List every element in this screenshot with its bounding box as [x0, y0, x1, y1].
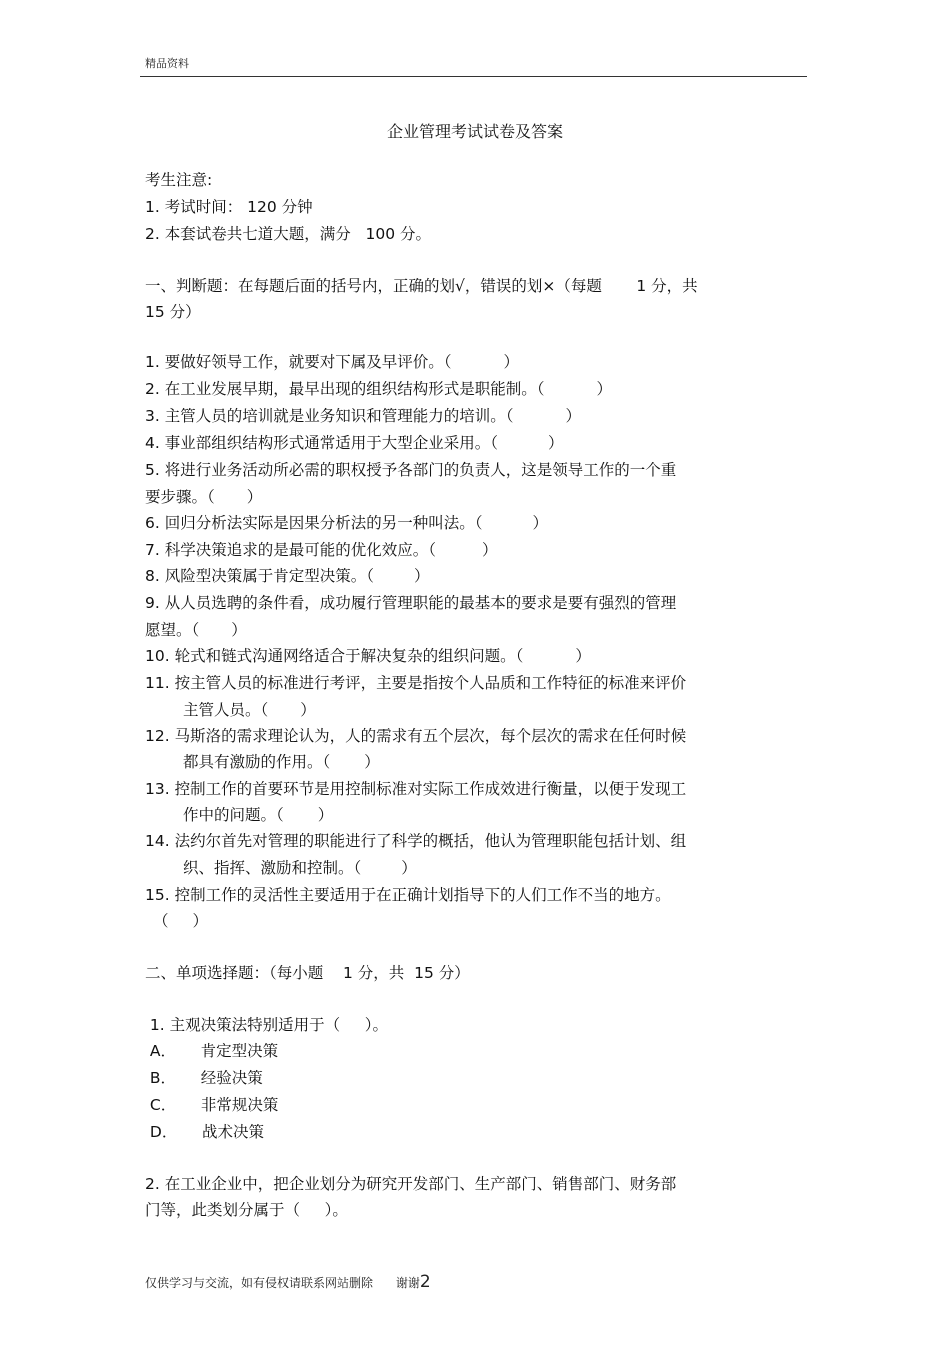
- choice-question: 门等，此类划分属于（ ）。: [145, 1201, 348, 1219]
- choice-question: 2. 在工业企业中，把企业划分为研究开发部门、生产部门、销售部门、财务部: [145, 1175, 677, 1193]
- question-line: 5. 将进行业务活动所必需的职权授予各部门的负责人，这是领导工作的一个重: [145, 461, 677, 479]
- page-title: 企业管理考试试卷及答案: [386, 122, 563, 141]
- choice-question: 1. 主观决策法特别适用于（ ）。: [145, 1016, 389, 1034]
- page-number: 2: [419, 1272, 431, 1292]
- question-line: 13. 控制工作的首要环节是用控制标准对实际工作成效进行衡量，以便于发现工: [145, 780, 687, 798]
- question-line: （ ）: [153, 912, 209, 930]
- question-line: 14. 法约尔首先对管理的职能进行了科学的概括，他认为管理职能包括计划、组: [145, 832, 687, 850]
- question-line: 愿望。（ ）: [145, 621, 247, 639]
- choice-option: C． 非常规决策: [145, 1096, 279, 1114]
- header-label: 精品资料: [145, 57, 189, 70]
- question-line: 9. 从人员选聘的条件看，成功履行管理职能的最基本的要求是要有强烈的管理: [145, 594, 677, 612]
- question-line: 都具有激励的作用。（ ）: [183, 753, 380, 771]
- choice-option: A． 肯定型决策: [145, 1042, 279, 1060]
- question-line: 6. 回归分析法实际是因果分析法的另一种叫法。（ ）: [145, 514, 548, 532]
- question-line: 2. 在工业发展早期，最早出现的组织结构形式是职能制。（ ）: [145, 380, 612, 398]
- section2-heading: 二、单项选择题：（每小题 1 分，共 15 分）: [145, 964, 470, 982]
- question-line: 4. 事业部组织结构形式通常适用于大型企业采用。（ ）: [145, 434, 564, 452]
- question-line: 8. 风险型决策属于肯定型决策。（ ）: [145, 567, 430, 585]
- footer-label: 仅供学习与交流，如有侵权请联系网站删除 谢谢2: [145, 1272, 431, 1292]
- choice-option: B． 经验决策: [145, 1069, 263, 1087]
- question-line: 11. 按主管人员的标准进行考评，主要是指按个人品质和工作特征的标准来评价: [145, 674, 687, 692]
- section1-heading: 一、判断题：在每题后面的括号内，正确的划√，错误的划×（每题 1 分，共: [145, 277, 698, 295]
- section1-heading: 15 分）: [145, 303, 201, 321]
- question-line: 织、指挥、激励和控制。（ ）: [183, 859, 417, 877]
- question-line: 3. 主管人员的培训就是业务知识和管理能力的培训。（ ）: [145, 407, 581, 425]
- question-line: 主管人员。（ ）: [183, 701, 316, 719]
- notice-item: 2. 本套试卷共七道大题，满分 100 分。: [145, 225, 432, 243]
- question-line: 12. 马斯洛的需求理论认为，人的需求有五个层次，每个层次的需求在任何时候: [145, 727, 687, 745]
- question-line: 15. 控制工作的灵活性主要适用于在正确计划指导下的人们工作不当的地方。: [145, 886, 671, 904]
- question-line: 7. 科学决策追求的是最可能的优化效应。（ ）: [145, 541, 498, 559]
- header-rule: [140, 76, 807, 77]
- notice-heading: 考生注意:: [145, 171, 213, 189]
- question-line: 10. 轮式和链式沟通网络适合于解决复杂的组织问题。（ ）: [145, 647, 591, 665]
- question-line: 1. 要做好领导工作，就要对下属及早评价。（ ）: [145, 353, 519, 371]
- choice-option: D． 战术决策: [145, 1123, 264, 1141]
- notice-item: 1. 考试时间： 120 分钟: [145, 198, 313, 216]
- question-line: 作中的问题。（ ）: [183, 806, 334, 824]
- question-line: 要步骤。（ ）: [145, 488, 263, 506]
